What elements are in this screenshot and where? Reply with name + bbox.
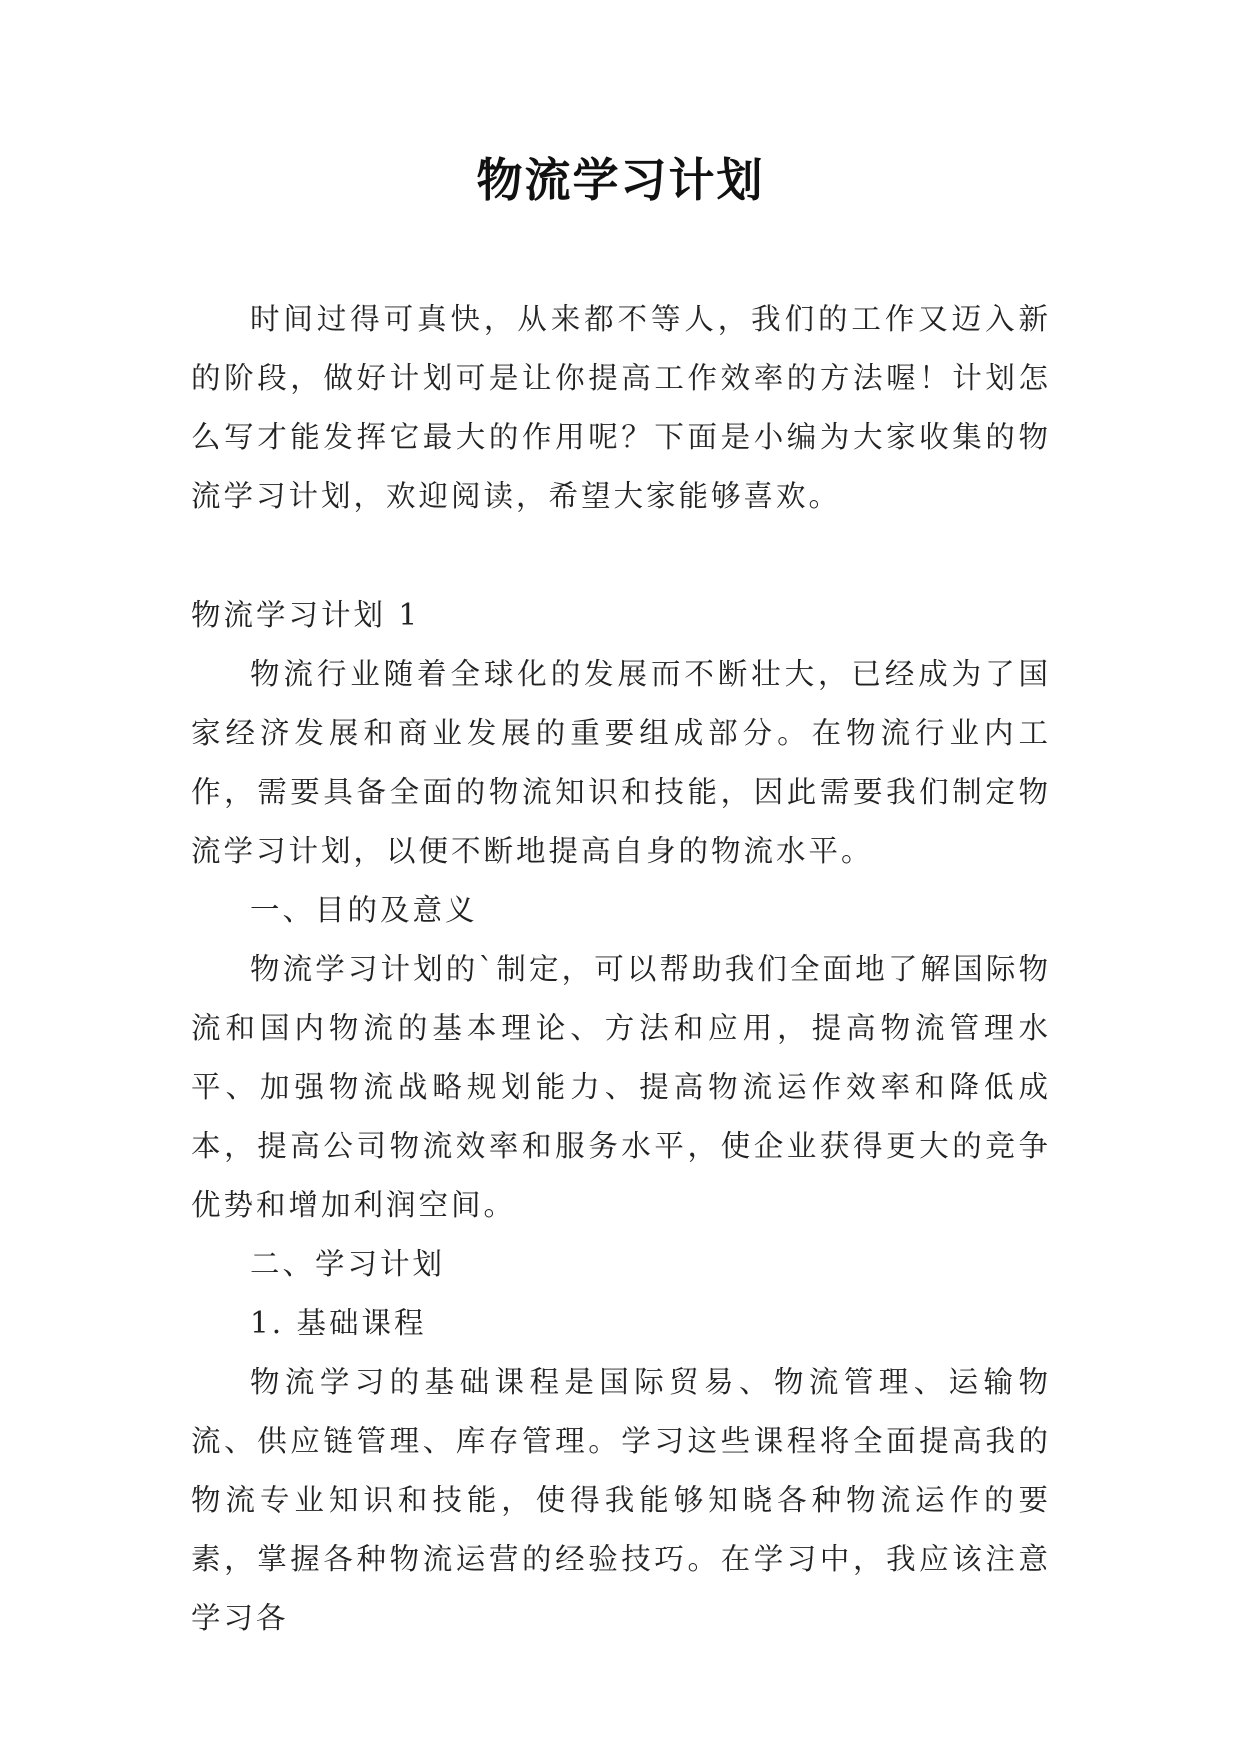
paragraph-purpose: 物流学习计划的`制定，可以帮助我们全面地了解国际物流和国内物流的基本理论、方法和应用，提高物流管理水平、加强物流战略规划能力、提高物流运作效率和降低成本，提高公司物流效率和服务水平，使企业获得更大的竞争优势和增加利润空间。 xyxy=(191,952,1051,1222)
intro-paragraph: 时间过得可真快，从来都不等人，我们的工作又迈入新的阶段，做好计划可是让你提高工作效率的方法喔！计划怎么写才能发挥它最大的作用呢？下面是小编为大家收集的物流学习计划，欢迎阅读，希望大家能够喜欢。 xyxy=(191,302,1051,513)
subheading-basic-courses: 1. 基础课程 xyxy=(250,1306,427,1340)
paragraph-industry: 物流行业随着全球化的发展而不断壮大，已经成为了国家经济发展和商业发展的重要组成部分。在物流行业内工作，需要具备全面的物流知识和技能，因此需要我们制定物流学习计划，以便不断地提高自身的物流水平。 xyxy=(191,657,1051,868)
section-heading-plan-1: 物流学习计划 1 xyxy=(191,598,421,632)
subheading-purpose: 一、目的及意义 xyxy=(250,893,478,927)
document-title: 物流学习计划 xyxy=(476,153,765,207)
paragraph-basic-courses: 物流学习的基础课程是国际贸易、物流管理、运输物流、供应链管理、库存管理。学习这些课程将全面提高我的物流专业知识和技能，使得我能够知晓各种物流运作的要素，掌握各种物流运营的经验技巧。在学习中，我应该注意学习各 xyxy=(191,1365,1051,1635)
subheading-study-plan: 二、学习计划 xyxy=(250,1247,446,1281)
paragraph-gap xyxy=(191,526,1051,586)
document-body xyxy=(191,290,1051,1648)
